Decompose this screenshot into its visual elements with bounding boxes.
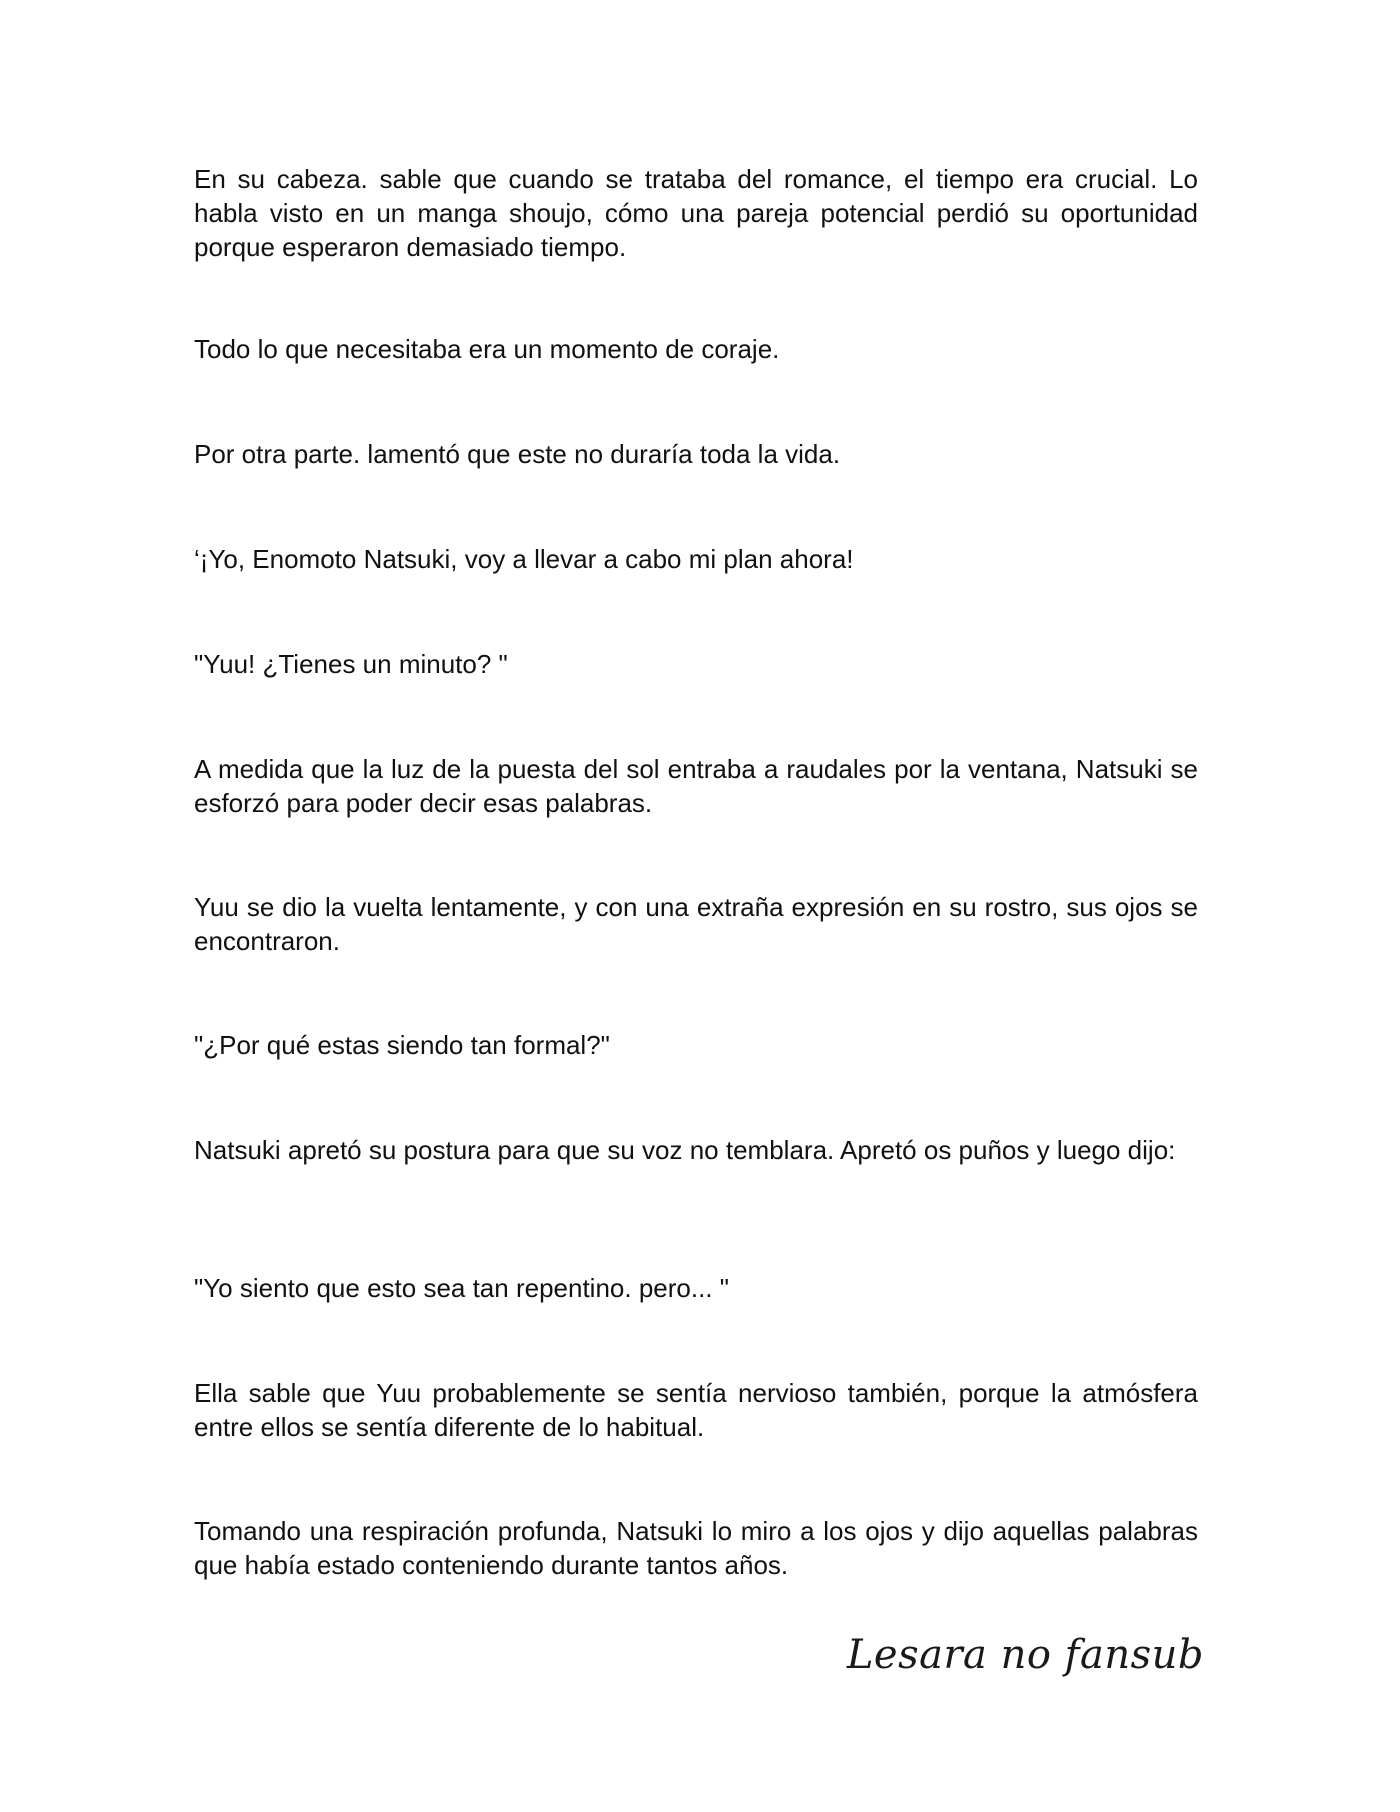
paragraph-10: "Yo siento que esto sea tan repentino. pero... " — [194, 1273, 729, 1303]
paragraph-1: En su cabeza. sable que cuando se trataba del romance, el tiempo era crucial. Lo habla visto en un manga shoujo, cómo una pareja potencial perdió su oportunidad porque esperaron demasiado tiempo. — [194, 164, 1198, 262]
paragraph-4: ‘¡Yo, Enomoto Natsuki, voy a llevar a cabo mi plan ahora! — [194, 544, 854, 574]
paragraph-11: Ella sable que Yuu probablemente se sentía nervioso también, porque la atmósfera entre ellos se sentía diferente de lo habitual. — [194, 1378, 1198, 1442]
paragraph-6: A medida que la luz de la puesta del sol entraba a raudales por la ventana, Natsuki se esforzó para poder decir esas palabras. — [194, 754, 1198, 818]
paragraph-3: Por otra parte. lamentó que este no duraría toda la vida. — [194, 439, 841, 469]
paragraph-12: Tomando una respiración profunda, Natsuki lo miro a los ojos y dijo aquellas palabras que había estado conteniendo durante tantos años. — [194, 1516, 1198, 1580]
paragraph-9: Natsuki apretó su postura para que su voz no temblara. Apretó os puños y luego dijo: — [194, 1135, 1176, 1165]
paragraph-7: Yuu se dio la vuelta lentamente, y con una extraña expresión en su rostro, sus ojos se encontraron. — [194, 892, 1198, 956]
paragraph-5: "Yuu! ¿Tienes un minuto? " — [194, 649, 508, 679]
paragraph-2: Todo lo que necesitaba era un momento de coraje. — [194, 334, 780, 364]
fansub-signature: Lesara no fansub — [846, 1632, 1204, 1678]
paragraph-8: "¿Por qué estas siendo tan formal?" — [194, 1030, 610, 1060]
